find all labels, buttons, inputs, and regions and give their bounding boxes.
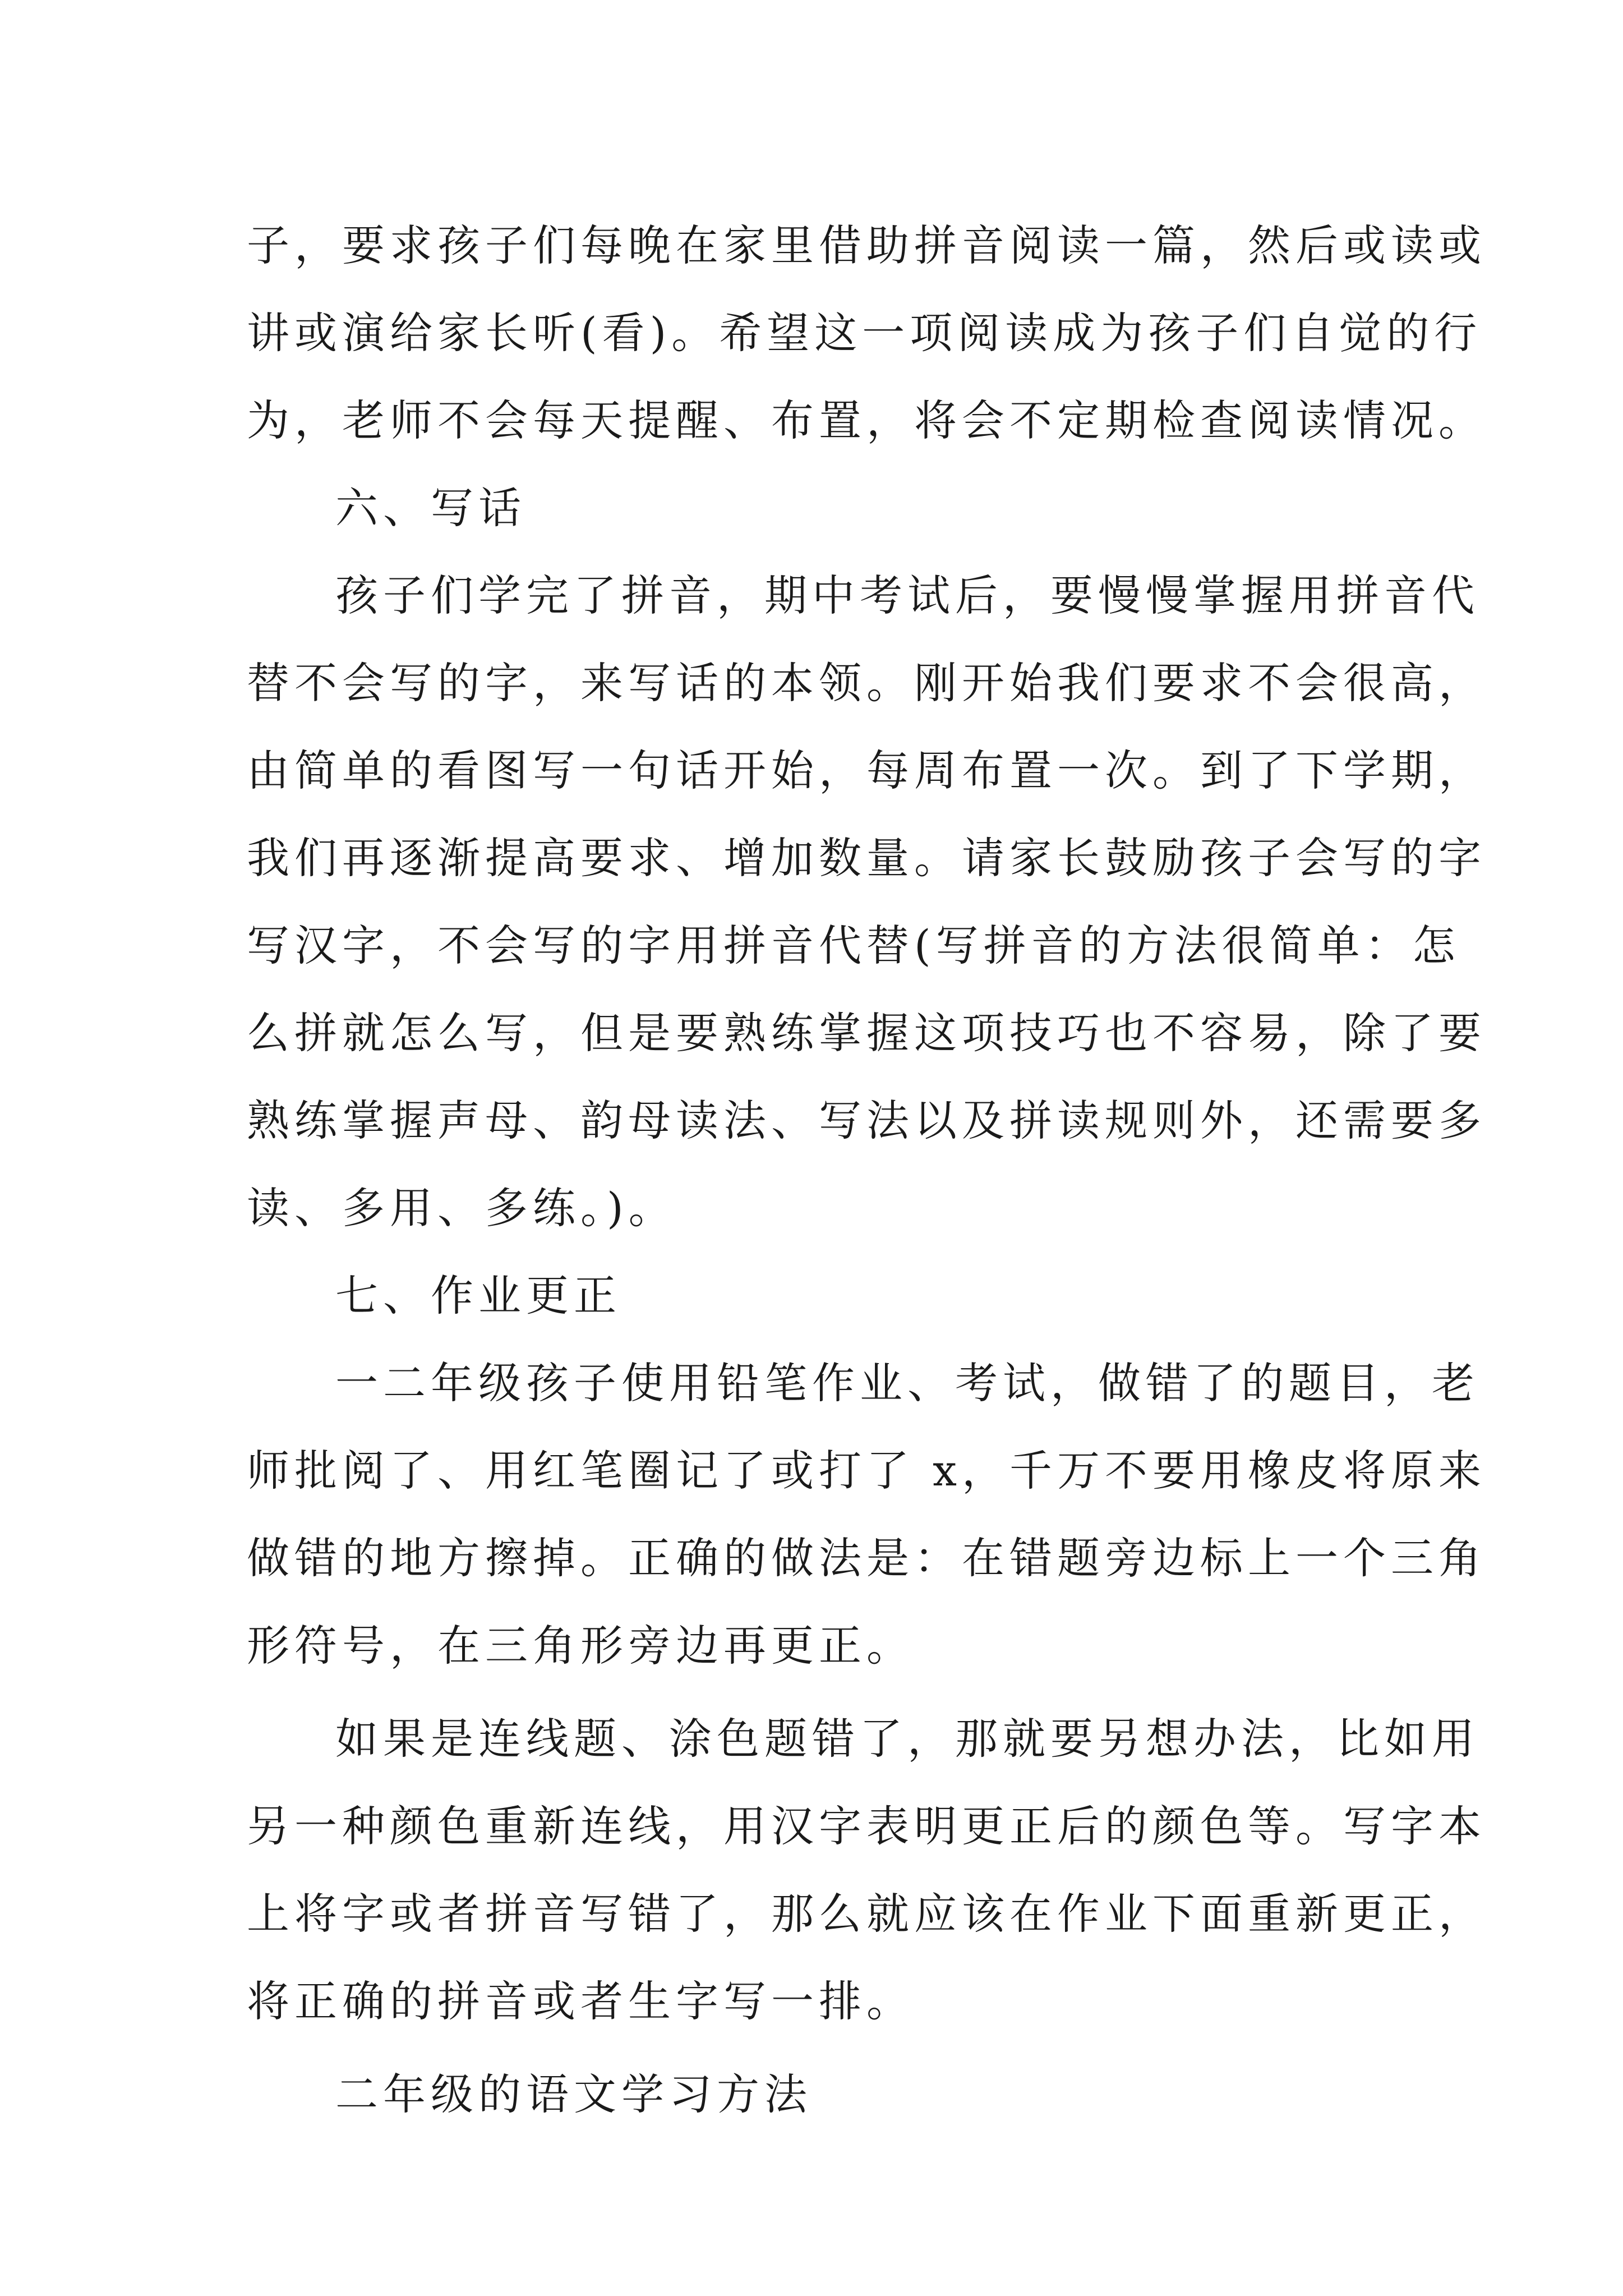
- text-line: 形符号，在三角形旁边再更正。: [247, 1621, 914, 1671]
- text-line: 孩子们学完了拼音，期中考试后，要慢慢掌握用拼音代: [335, 570, 1479, 620]
- text-line: 熟练掌握声母、韵母读法、写法以及拼读规则外，还需要多: [247, 1096, 1486, 1145]
- text-line: 讲或演给家长听(看)。希望这一项阅读成为孩子们自觉的行: [247, 308, 1482, 358]
- text-line: 我们再逐渐提高要求、增加数量。请家长鼓励孩子会写的字: [247, 833, 1486, 883]
- heading-text: 七、作业更正: [335, 1271, 621, 1320]
- text-line: 子，要求孩子们每晚在家里借助拼音阅读一篇，然后或读或: [247, 220, 1486, 270]
- section-heading-grade2: [247, 2051, 1374, 2138]
- text-line: 如果是连线题、涂色题错了，那就要另想办法，比如用: [335, 1714, 1479, 1764]
- heading-text: 六、写话: [335, 483, 526, 533]
- text-line: 读、多用、多练。)。: [247, 1183, 676, 1233]
- text-line: 另一种颜色重新连线，用汉字表明更正后的颜色等。写字本: [247, 1801, 1486, 1851]
- text-line: 写汉字，不会写的字用拼音代替(写拼音的方法很简单：怎: [247, 921, 1460, 970]
- text-line: 替不会写的字，来写话的本领。刚开始我们要求不会很高，: [247, 658, 1486, 708]
- text-line: 为，老师不会每天提醒、布置，将会不定期检查阅读情况。: [247, 395, 1486, 445]
- text-line: 师批阅了、用红笔圈记了或打了 x，千万不要用橡皮将原来: [247, 1446, 1487, 1496]
- text-line: 上将字或者拼音写错了，那么就应该在作业下面重新更正，: [247, 1889, 1486, 1939]
- paragraph-correction-extra: [247, 1695, 1486, 2045]
- section-heading-correction: [247, 1252, 1374, 1340]
- document-body: [247, 202, 1487, 2138]
- paragraph-writing: [247, 552, 1486, 1252]
- text-line: 将正确的拼音或者生字写一排。: [247, 1976, 914, 2026]
- section-heading-writing: [247, 464, 1374, 552]
- text-line: 做错的地方擦掉。正确的做法是：在错题旁边标上一个三角: [247, 1533, 1486, 1583]
- text-line: 一二年级孩子使用铅笔作业、考试，做错了的题目，老: [335, 1358, 1479, 1408]
- text-line: 么拼就怎么写，但是要熟练掌握这项技巧也不容易，除了要: [247, 1008, 1486, 1058]
- text-line: 由简单的看图写一句话开始，每周布置一次。到了下学期，: [247, 746, 1486, 795]
- heading-text: 二年级的语文学习方法: [335, 2069, 812, 2119]
- paragraph-reading-continued: [247, 202, 1486, 464]
- paragraph-correction: [247, 1340, 1487, 1690]
